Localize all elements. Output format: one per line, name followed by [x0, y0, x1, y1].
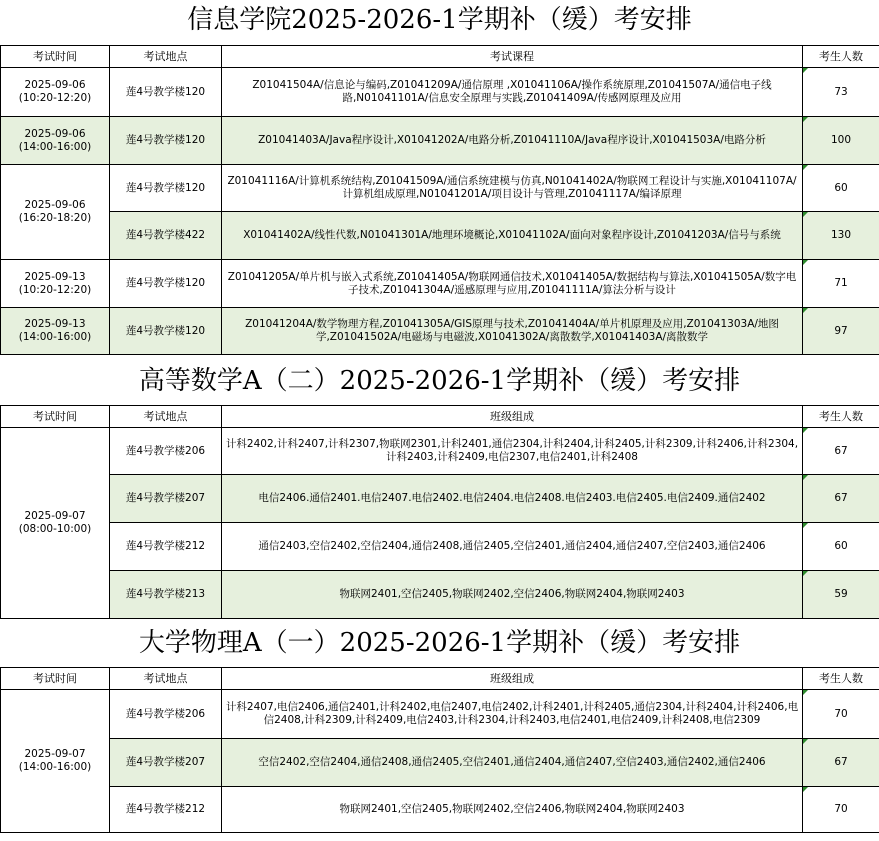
header-time: 考试时间 — [1, 668, 110, 690]
exam-time-range: (10:20-12:20) — [18, 283, 92, 296]
exam-room: 莲4号教学楼120 — [110, 68, 222, 117]
section1-title: 信息学院2025-2026-1学期补（缓）考安排 — [187, 5, 692, 35]
header-course: 考试课程 — [222, 46, 803, 68]
class-list: 物联网2401,空信2405,物联网2402,空信2406,物联网2404,物联网2403 — [222, 571, 803, 619]
exam-time-range: (14:00-16:00) — [18, 140, 92, 153]
student-count: 100 — [803, 117, 879, 165]
student-count: 67 — [803, 428, 879, 475]
table-row — [1, 68, 879, 117]
student-count: 67 — [803, 475, 879, 523]
exam-room: 莲4号教学楼212 — [110, 523, 222, 571]
header-room: 考试地点 — [110, 668, 222, 690]
exam-room: 莲4号教学楼120 — [110, 165, 222, 212]
student-count: 60 — [803, 165, 879, 212]
exam-date: 2025-09-07 — [24, 510, 86, 522]
exam-time-range: (10:20-12:20) — [18, 92, 92, 104]
exam-time-range: (14:00-16:00) — [18, 761, 92, 773]
exam-date: 2025-09-13 — [24, 318, 86, 330]
table-row — [1, 787, 879, 833]
exam-room: 莲4号教学楼206 — [110, 428, 222, 475]
section3-title: 大学物理A（一）2025-2026-1学期补（缓）考安排 — [138, 628, 741, 658]
header-classes: 班级组成 — [222, 668, 803, 690]
header-time: 考试时间 — [1, 46, 110, 68]
student-count: 73 — [803, 68, 879, 117]
exam-room: 莲4号教学楼213 — [110, 571, 222, 619]
header-room: 考试地点 — [110, 406, 222, 428]
class-list: 电信2406.通信2401.电信2407.电信2402.电信2404.电信2408.电信2403.电信2405.电信2409.通信2402 — [222, 475, 803, 523]
table-row — [1, 308, 879, 355]
exam-date: 2025-09-13 — [24, 270, 86, 283]
student-count: 130 — [803, 212, 879, 260]
exam-date: 2025-09-07 — [24, 748, 86, 760]
table-row — [1, 117, 879, 165]
table-row — [1, 212, 879, 260]
student-count: 70 — [803, 787, 879, 833]
section3-table — [0, 667, 879, 833]
table-row — [1, 428, 879, 475]
student-count: 60 — [803, 523, 879, 571]
exam-room: 莲4号教学楼120 — [110, 260, 222, 308]
exam-room: 莲4号教学楼206 — [110, 690, 222, 739]
exam-room: 莲4号教学楼422 — [110, 212, 222, 260]
exam-courses: Z01041403A/Java程序设计,X01041202A/电路分析,Z01041110A/Java程序设计,X01041503A/电路分析 — [222, 117, 803, 165]
exam-time — [1, 260, 110, 308]
exam-time — [1, 308, 110, 355]
exam-courses: X01041402A/线性代数,N01041301A/地理环境概论,X01041102A/面向对象程序设计,Z01041203A/信号与系统 — [222, 212, 803, 260]
table-row — [1, 475, 879, 523]
student-count: 67 — [803, 739, 879, 787]
student-count: 71 — [803, 260, 879, 308]
exam-time-range: (16:20-18:20) — [18, 212, 92, 224]
table-row — [1, 739, 879, 787]
exam-room: 莲4号教学楼120 — [110, 308, 222, 355]
exam-time-range: (14:00-16:00) — [18, 331, 92, 343]
table-row — [1, 523, 879, 571]
header-room: 考试地点 — [110, 46, 222, 68]
table-header-row — [1, 46, 879, 68]
exam-room: 莲4号教学楼207 — [110, 475, 222, 523]
header-count: 考生人数 — [803, 46, 879, 68]
exam-time — [1, 117, 110, 165]
table-row — [1, 571, 879, 619]
exam-time — [1, 165, 110, 260]
exam-room: 莲4号教学楼120 — [110, 117, 222, 165]
exam-courses: Z01041205A/单片机与嵌入式系统,Z01041405A/物联网通信技术,X01041405A/数据结构与算法,X01041505A/数字电子技术,Z01041304A/遥感原理与应用,Z01041111A/算法分析与设计 — [222, 260, 803, 308]
header-classes: 班级组成 — [222, 406, 803, 428]
exam-room: 莲4号教学楼207 — [110, 739, 222, 787]
student-count: 97 — [803, 308, 879, 355]
exam-courses: Z01041504A/信息论与编码,Z01041209A/通信原理 ,X01041106A/操作系统原理,Z01041507A/通信电子线路,N01041101A/信息安全原理与实践,Z01041409A/传感网原理及应用 — [222, 68, 803, 117]
exam-date: 2025-09-06 — [24, 199, 86, 211]
exam-time-range: (08:00-10:00) — [18, 523, 92, 535]
student-count: 59 — [803, 571, 879, 619]
exam-time — [1, 690, 110, 833]
header-count: 考生人数 — [803, 668, 879, 690]
class-list: 空信2402,空信2404,通信2408,通信2405,空信2401,通信2404,通信2407,空信2403,通信2402,通信2406 — [222, 739, 803, 787]
table-row — [1, 690, 879, 739]
table-header-row — [1, 668, 879, 690]
class-list: 计科2407,电信2406,通信2401,计科2402,电信2407,电信2402,计科2401,计科2405,通信2304,计科2404,计科2406,电信2408,计科2309,计科2409,电信2403,计科2304,计科2403,电信2401,电信2409,计科2408,电信2309 — [222, 690, 803, 739]
exam-time — [1, 68, 110, 117]
section2-table — [0, 405, 879, 619]
exam-date: 2025-09-06 — [24, 127, 86, 140]
class-list: 通信2403,空信2402,空信2404,通信2408,通信2405,空信2401,通信2404,通信2407,空信2403,通信2406 — [222, 523, 803, 571]
header-count: 考生人数 — [803, 406, 879, 428]
header-time: 考试时间 — [1, 406, 110, 428]
class-list: 计科2402,计科2407,计科2307,物联网2301,计科2401,通信2304,计科2404,计科2405,计科2309,计科2406,计科2304,计科2403,计科2409,电信2307,电信2401,计科2408 — [222, 428, 803, 475]
exam-date: 2025-09-06 — [24, 79, 86, 91]
exam-room: 莲4号教学楼212 — [110, 787, 222, 833]
student-count: 70 — [803, 690, 879, 739]
table-row — [1, 260, 879, 308]
exam-time — [1, 428, 110, 619]
exam-courses: Z01041204A/数学物理方程,Z01041305A/GIS原理与技术,Z01041404A/单片机原理及应用,Z01041303A/地图学,Z01041502A/电磁场与电磁波,X01041302A/离散数学,X01041403A/离散数学 — [222, 308, 803, 355]
exam-courses: Z01041116A/计算机系统结构,Z01041509A/通信系统建模与仿真,N01041402A/物联网工程设计与实施,X01041107A/计算机组成原理,N01041201A/项目设计与管理,Z01041117A/编译原理 — [222, 165, 803, 212]
table-header-row — [1, 406, 879, 428]
class-list: 物联网2401,空信2405,物联网2402,空信2406,物联网2404,物联网2403 — [222, 787, 803, 833]
section1-table — [0, 45, 879, 355]
section2-title: 高等数学A（二）2025-2026-1学期补（缓）考安排 — [138, 366, 741, 396]
table-row — [1, 165, 879, 212]
